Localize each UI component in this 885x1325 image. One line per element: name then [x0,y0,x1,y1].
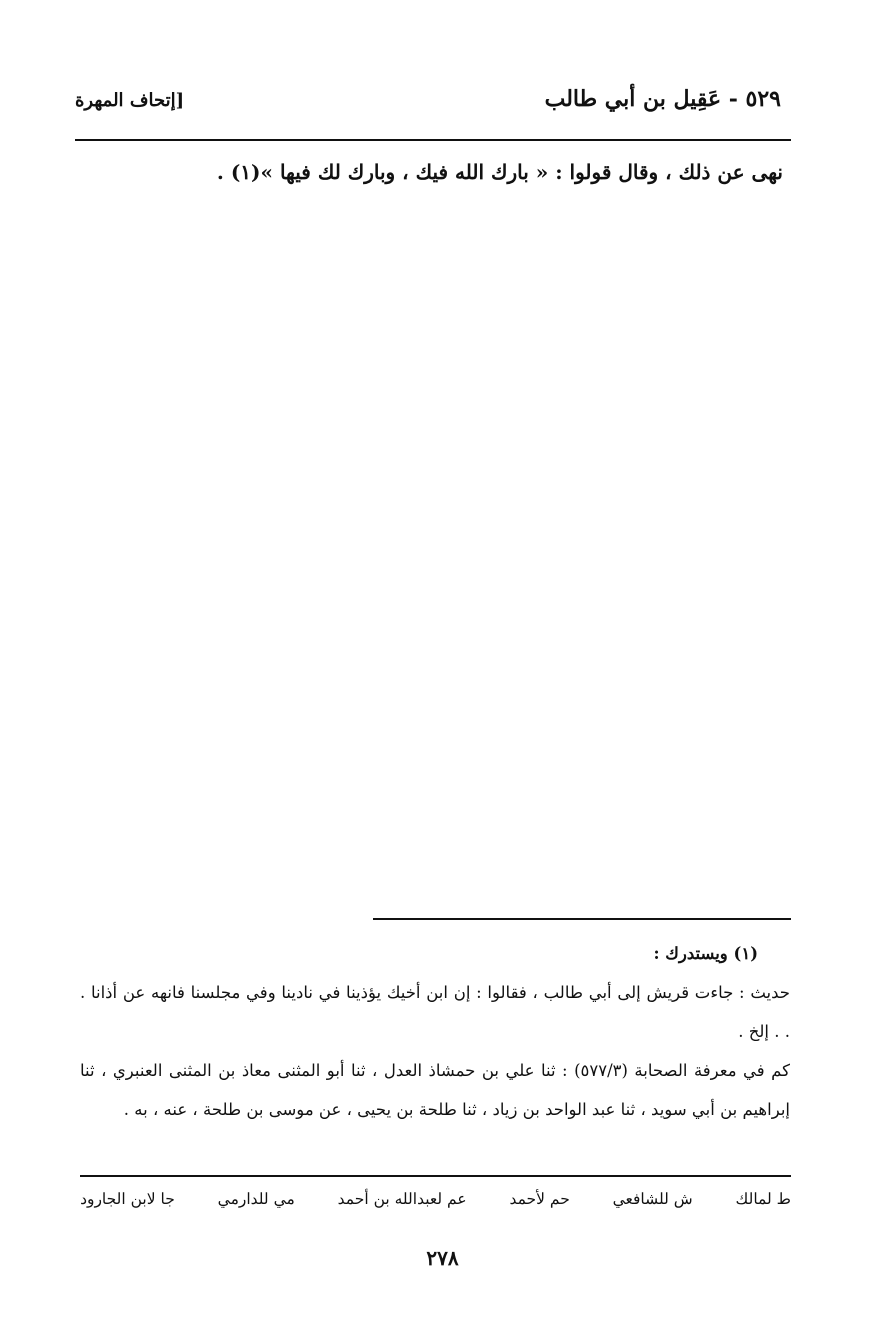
footnote-heading: (١) ويستدرك : [653,944,758,963]
abbreviation-item: مي للدارمي [217,1190,295,1208]
abbreviations-key [80,1190,791,1220]
page-number: ٢٧٨ [426,1246,459,1270]
running-header [75,84,791,124]
abbreviation-item: ش للشافعي [612,1190,693,1208]
main-text [75,154,783,190]
book-title: [إتحاف المهرة [75,90,185,111]
footnote-paragraph-2: كم في معرفة الصحابة (٥٧٧/٣) : ثنا علي بن حمشاذ العدل ، ثنا أبو المثنى معاذ بن المثنى العنبري ، ثنا إبراهيم بن أبي سويد ، ثنا عبد الواحد بن زياد ، ثنا طلحة بن يحيى ، عن موسى بن طلحة ، عنه ، به . [80,1061,790,1119]
footnote-block [80,934,790,1129]
abbreviation-item: حم لأحمد [509,1190,570,1208]
abbreviations-rule [80,1175,791,1177]
abbreviation-item: عم لعبدالله بن أحمد [337,1190,467,1208]
abbreviation-item: جا لابن الجارود [80,1190,175,1208]
entry-title: ٥٢٩ - عَقِيل بن أبي طالب [544,86,781,112]
footnote-paragraph-1: حديث : جاءت قريش إلى أبي طالب ، فقالوا : إن ابن أخيك يؤذينا في نادينا وفي مجلسنا فانهه عن أذانا . . . إلخ . [80,983,790,1041]
main-text-content: نهى عن ذلك ، وقال قولوا : « بارك الله فيك ، وبارك لك فيها » [260,160,783,184]
footnote-separator [373,918,791,920]
main-text-end: . [216,160,231,184]
footnote-reference: (١) [230,160,261,184]
abbreviation-item: ط لمالك [735,1190,791,1208]
header-rule [75,139,791,141]
